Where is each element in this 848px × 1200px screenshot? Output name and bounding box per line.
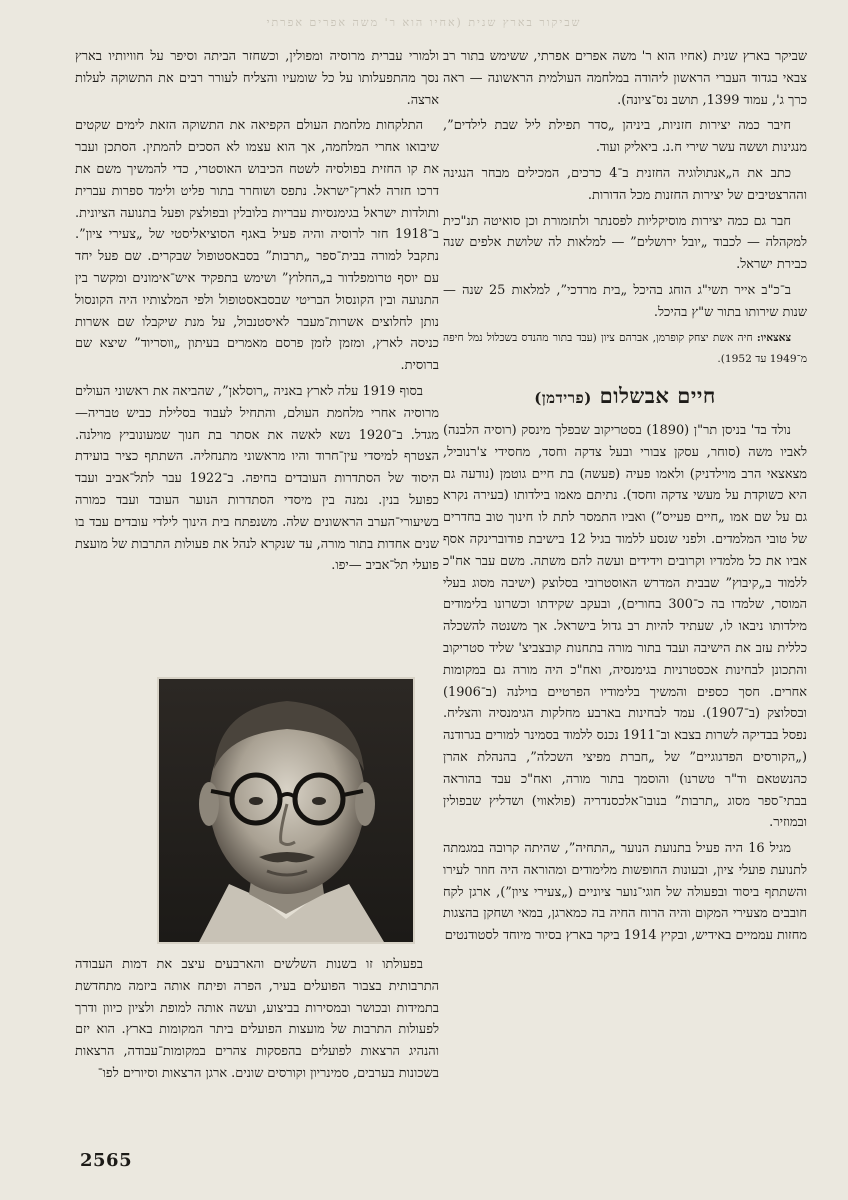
- biography-paragraph: מגיל 16 היה פעיל בתנועת הנוער „התחיה”, שהיתה קרובה במגמתה לתנועת פועלי ציון, ובעונות החופשות מלימודים ומהוראה היה חוזר לעירו והשתתף ביסוד ובפעולה של חוגי־נוער ציוניים („צעירי ציון”), ארגן לקח חובבים מצעירי המקום והיה הרוח החיה בה כמארגן, במאי ושחקן בהצגות מחזות עממיים באידיש, ובקיץ 1914 ביקר בארץ בסיור מיוחד לסטודנטים: [443, 841, 807, 944]
- faded-running-header: שביקור בארץ שנית (אחיו הוא ר' משה אפרים אפרתי: [266, 16, 582, 29]
- entry-heading: [443, 385, 807, 410]
- paragraph: חבר גם כמה יצירות מוסיקליות לפסנתר ולתזמורת וכן סואיטה תנ"כית למקהלה — לכבוד „יובל ירושלים” — למלאות לה שלושת אלפים שנה כבירת ישראל.: [443, 213, 807, 273]
- portrait-photo: [157, 677, 415, 944]
- descendants-label: צאצאיו:: [756, 331, 791, 344]
- left-column: [75, 46, 439, 581]
- right-column: [443, 46, 807, 951]
- paragraph: שביקר בארץ שנית (אחיו הוא ר' משה אפרים אפרתי, ששימש בתור רב צבאי בגדוד העברי הראשון ליהודה במלחמה העולמית הראשונה — ראה כרך ג', עמוד 1399, תושב נס־ציונה).: [443, 49, 807, 108]
- entry-name-paren: (פרידמן): [534, 389, 592, 408]
- left-column-bottom: [75, 954, 439, 1085]
- biography-paragraph: נולד בד' בניסן תר"ן (1890) בסטריקוב שבפלך מינסק (רוסיה הלבנה) לאביו משה (סוחר, עסקן צבורי ובעל צדקה וחסד, מחסידי צ'רנוביל, מצאצאי הרב מוילדניק) ולאמו פעיה (פעשה) בת חיים גוטמן (נודעה גם היא כשוקדת על מעשי צדקה וחסד). נתיתם מאמו בילדותו (בעירה נקרא גם על שם אמו „חיים פעייס”) ואביו התמסר לתת לו חינוך טוב בחדרים של טובי המלמדים. ולפני שנסע ללמוד בגיל 12 בישיבת פודוברינקה אסף אביו את כל מלמדיו וקרובים וידידים ועשה להם משתה. משם עבר אח"כ ללמוד ב„קיבוץ” שבבית המדרש האוסטרובי בסלוצק (ישיבה מסוג בעלי המוסר, שלמדו בה כ־300 בחורים), ובעקב שקידתו וכשרונו בלימודים מילדותו ניבאו לו, שעתיד להיות רב גדול בישראל. אך משנטה להשכלה כללית עזב את הישיבה ועבד בתור מורה בתחנות קובצביצ' שליד סטריקוב והתכונן לבחינות אכסטרניות בגימנסיה, ואח"כ היה מורה גם במקומות אחרים. חסך כספים והמשיך בלימודיו הפרטיים בוילנה (ב־1906) ובסלוצק (ב־1907). עמד לבחינות בארבע מחלקות הגימנסיה והצליח. נפסל בבדיקה לשרות בצבא וב־1911 נכנס ללמוד בסמינר למורים בגרודנה („הקורסים הפדגוגיים” של „חברת מפיצי השכלה”, בהנהלת אהרן כהנשטאם וד"ר טשרנו) והוסמך בתור מורה, ואח"כ עבד בהוראה בבתי־ספר מסוג „תרבות” בנובו־אלכסנדריה (פולאווי) ושדליץ שבפולין ובמוזיר.: [443, 422, 807, 831]
- paragraph: כתב את ה„אנתולוגיה החזנית ב־4 כרכים, המכילים מבחר הנגינה וההרצטיבים של יצירות החזנות מכל הדורות.: [443, 165, 807, 203]
- paragraph: בפעולתו זו בשנות השלשים והארבעים עיצב את דמות העבודה התרבותית בצבור הפועלים בעיר, הפרה ופיתח אותה ביזמה מתחדשת בתמידות ובכושר ובמסירות בביצוע, ועשה אותה למופת ולציון כיוון ודרך לפעולות התרבות של מועצות הפועלים ביתר המקומות בארץ. הוא יזם והנהיג הרצאות לפועלים בהפסקות צהרים במקומות־עבודה, הרצאות בשכונות בערבים, סמינריון וקורסים שונים. ארגן הרצאות וסיורים לפו־: [75, 957, 439, 1081]
- paragraph: חיבר כמה יצירות חזניות, ביניהן „סדר תפילת ליל שבת לילדים”, מנגינות וששה עשר שירי ח.נ. ביאליק ועוד.: [443, 118, 807, 156]
- paragraph: התלקחות מלחמת העולם הקפיאה את התשוקה הזאת לימים שקטים שיבואו אחרי המלחמה, אך הוא עצמו לא הסכים להמתין. הסתכן ועבר את קו החזית בפולסיה לשטח הכיבוש האוסטרי, כדי להמשיך משם את דרכו חזרה לארץ־ישראל. נתפס ושוחרר בתור פליט ולימד ספרות עברית ותולדות ישראל בגימנסיות עבריות בלובלין ובפולצק ופעל בתנועה הציונית. ב־1918 חזר לרוסיה והיה פעיל באגף הסוציאליסטי של „צעירי ציון”. נתקבל למורה בבית־ספר „תרבות” בסבאסטופול שבקרים. שם פעל יחד עם יוסף טרומפלדור ב„החלוץ” ושימש בתפקיד איש־אימונים ומקשר בין התנועה ובין הקונסול הבריטי שבסבאסטופול ולפי המלצותיו היה הקונסול נותן לחלוצים אשרות־מעבר לאיסטנבול, על מנת שיקבלו שם אשרות כניסה לארץ, ומזמן לזמן פרסם מאמרים בעיתון „ווסריוד” שיצא שם ברוסית.: [75, 118, 439, 374]
- paragraph: בסוף 1919 עלה לארץ באניה „רוסלאן”, שהביאה את ראשוני העולים מרוסיה אחרי מלחמת העולם, והתחיל לעבוד בסלילת כביש טבריה—מגדל. ב־1920 נשא לאשה את אסתר בת חנוך שמעונוביץ מוילנה. הצטרף למיסדי עין־חרוד והיו מראשוני מתנחליה. השתתף כציר בועידת היסוד של הסתדרות העובדים בחיפה. ב־1922 עבר לתל־אביב ועבד כפועל בנין. נמנה בין מיסדי הסתדרות הנוער העובד ועבד כמורה בשיעורי־הערב הראשונים שלה. משנפתח בית הינוך לילדי עובדים עבד בו שנים אחדות בתור מורה, עד שנקרא לנהל את פעולות התרבות של מועצת פועלי תל־אביב —יפו.: [75, 383, 439, 574]
- descendants-text: חיה אשת יצחק קופרמן, אברהם ציון (עבד בתור מהנדס בשכלול נמל חיפה מ־1949 עד 1952).: [443, 331, 807, 366]
- entry-name: חיים אבשלום: [599, 383, 716, 409]
- page-number: 2565: [80, 1150, 133, 1171]
- paragraph: ב־כ"ב אייר תשי"ג הוחג בהיכל „בית מרדכי”, למלאות 25 שנה — שנות שירותו בתור ש"ץ בהיכל.: [443, 282, 807, 320]
- descendants-paragraph: [443, 328, 807, 372]
- paragraph: ולמורי עברית מרוסיה ומפולין, וכשחזר הביתה וסיפר על חוויותיו בארץ נסך מהתפעלותו על כל שומעיו והצליח לעורר רבים את התשוקה לעלות ארצה.: [75, 49, 439, 108]
- portrait-illustration: [159, 679, 413, 942]
